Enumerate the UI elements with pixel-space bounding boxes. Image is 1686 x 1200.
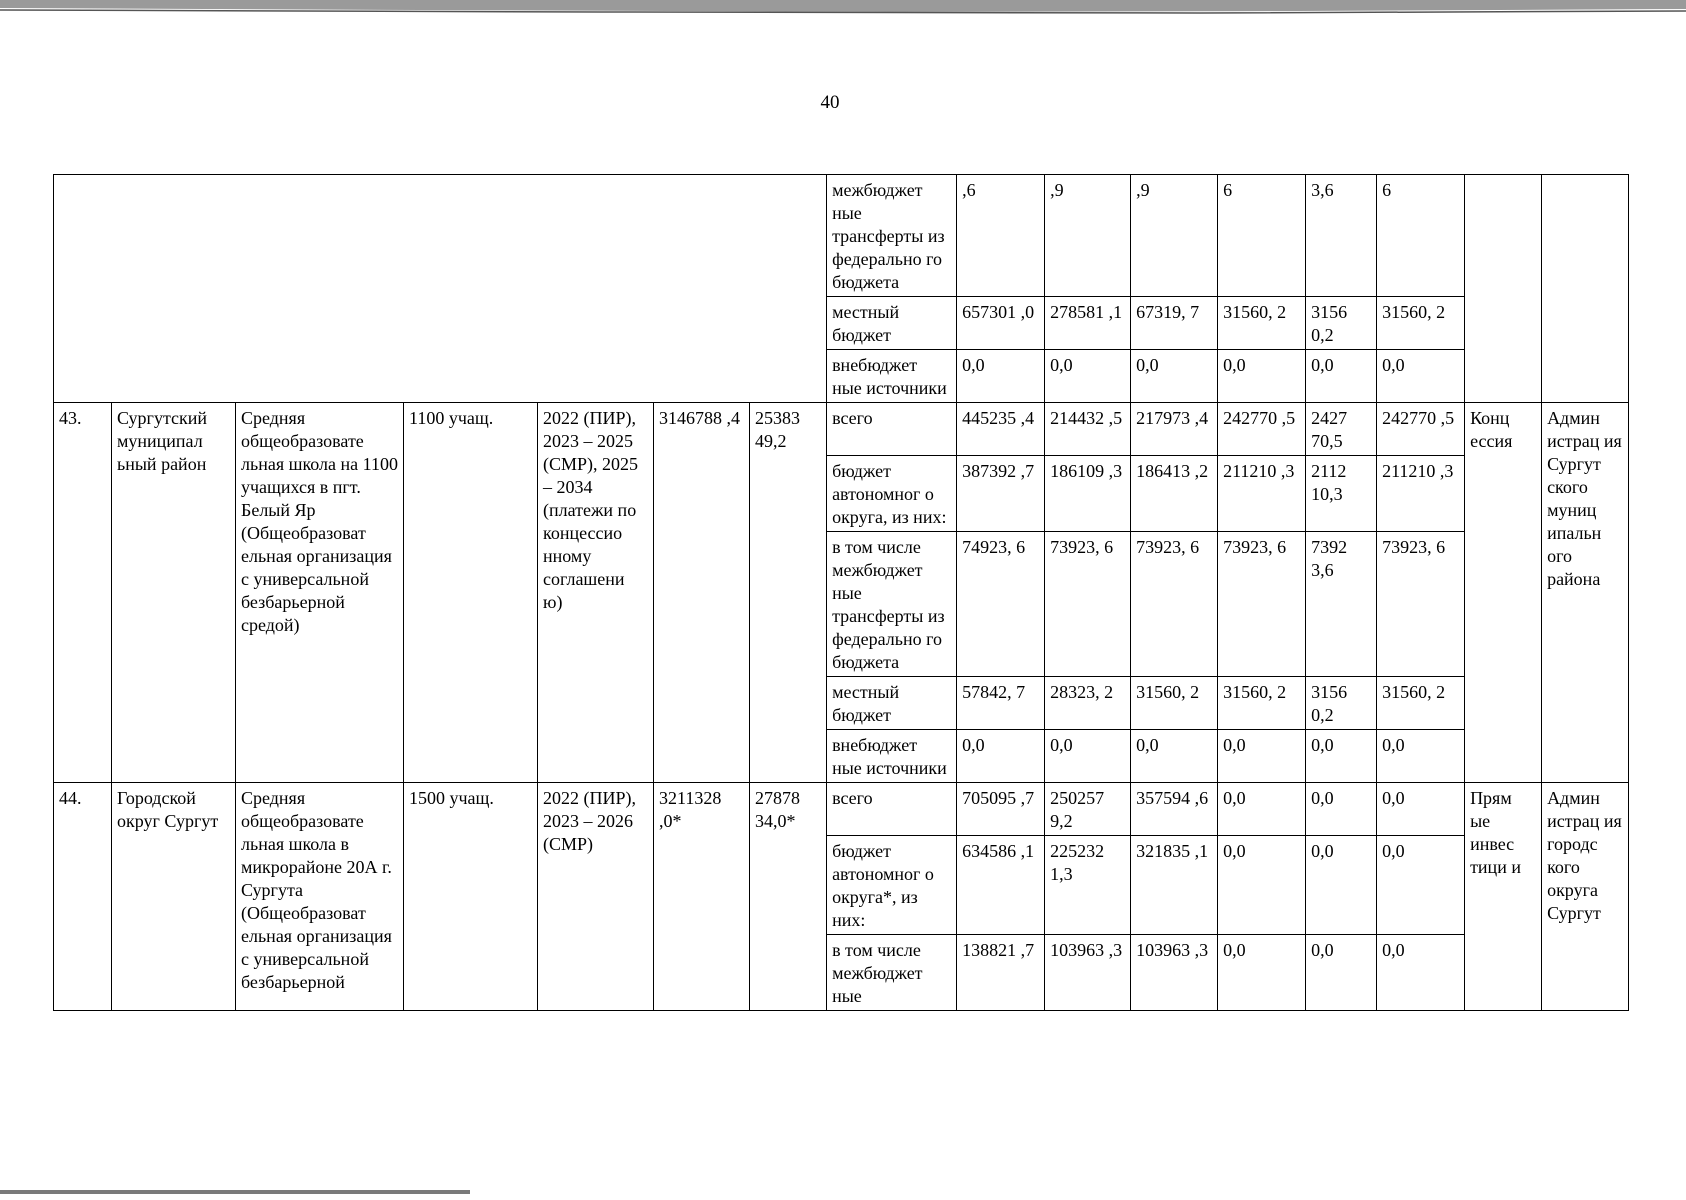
value-cell: 31560, 2 — [1377, 677, 1465, 730]
cost-total: 3211328 ,0* — [654, 783, 750, 1011]
object-name: Средняя общеобразовате льная школа в микрорайоне 20А г. Сургута (Общеобразоват ельная организация с универсальной безбарьерной — [236, 783, 404, 1011]
project-number: 43. — [54, 403, 112, 783]
responsible-cell-empty — [1542, 175, 1629, 403]
source-name: бюджет автономног о округа*, из них: — [827, 836, 957, 935]
value-cell: 445235 ,4 — [957, 403, 1045, 456]
mechanism-cell-empty — [1465, 175, 1542, 403]
value-cell: 0,0 — [1306, 350, 1377, 403]
source-name: в том числе межбюджет ные трансферты из федерально го бюджета — [827, 532, 957, 677]
project-number: 44. — [54, 783, 112, 1011]
value-cell: 0,0 — [1218, 730, 1306, 783]
source-name: всего — [827, 403, 957, 456]
empty-continuation-cell — [54, 175, 827, 403]
value-cell: 0,0 — [957, 350, 1045, 403]
source-name: внебюджет ные источники — [827, 350, 957, 403]
source-name: бюджет автономног о округа, из них: — [827, 456, 957, 532]
value-cell: 0,0 — [1377, 350, 1465, 403]
investment-projects-table — [53, 174, 1629, 1011]
value-cell: 0,0 — [1045, 350, 1131, 403]
responsible: Админ истрац ия городс кого округа Сургут — [1542, 783, 1629, 1011]
value-cell: 321835 ,1 — [1131, 836, 1218, 935]
value-cell: 31560, 2 — [1377, 297, 1465, 350]
value-cell: 73923, 6 — [1045, 532, 1131, 677]
value-cell: 0,0 — [1377, 836, 1465, 935]
responsible: Админ истрац ия Сургут ского муниц ипальн ого района — [1542, 403, 1629, 783]
source-name: местный бюджет — [827, 677, 957, 730]
period: 2022 (ПИР), 2023 – 2025 (СМР), 2025 – 2034 (платежи по концессио нному соглашени ю) — [538, 403, 654, 783]
value-cell: 3,6 — [1306, 175, 1377, 297]
scan-edge-bottom — [0, 1190, 470, 1194]
value-cell: 73923, 6 — [1218, 532, 1306, 677]
source-name: межбюджет ные трансферты из федерально го бюджета — [827, 175, 957, 297]
cost-total: 3146788 ,4 — [654, 403, 750, 783]
table-row — [54, 175, 1629, 297]
value-cell: 387392 ,7 — [957, 456, 1045, 532]
value-cell: 73923, 6 — [1377, 532, 1465, 677]
value-cell: 67319, 7 — [1131, 297, 1218, 350]
mechanism: Конц ессия — [1465, 403, 1542, 783]
scan-edge-top — [0, 0, 1686, 18]
value-cell: 211210 ,3 — [1218, 456, 1306, 532]
value-cell: 357594 ,6 — [1131, 783, 1218, 836]
value-cell: 0,0 — [1306, 836, 1377, 935]
cost-remaining: 25383 49,2 — [750, 403, 827, 783]
value-cell: 0,0 — [1218, 836, 1306, 935]
source-name: в том числе межбюджет ные — [827, 935, 957, 1011]
value-cell: 3156 0,2 — [1306, 677, 1377, 730]
value-cell: ,9 — [1045, 175, 1131, 297]
value-cell: 211210 ,3 — [1377, 456, 1465, 532]
value-cell: 0,0 — [1306, 730, 1377, 783]
value-cell: 57842, 7 — [957, 677, 1045, 730]
value-cell: 0,0 — [1377, 783, 1465, 836]
value-cell: 0,0 — [1306, 783, 1377, 836]
value-cell: 634586 ,1 — [957, 836, 1045, 935]
period: 2022 (ПИР), 2023 – 2026 (СМР) — [538, 783, 654, 1011]
value-cell: 7392 3,6 — [1306, 532, 1377, 677]
value-cell: 103963 ,3 — [1045, 935, 1131, 1011]
value-cell: 0,0 — [1218, 935, 1306, 1011]
value-cell: 2427 70,5 — [1306, 403, 1377, 456]
cost-remaining: 27878 34,0* — [750, 783, 827, 1011]
value-cell: 0,0 — [1377, 730, 1465, 783]
value-cell: 0,0 — [1131, 730, 1218, 783]
value-cell: 186109 ,3 — [1045, 456, 1131, 532]
value-cell: 217973 ,4 — [1131, 403, 1218, 456]
capacity: 1500 учащ. — [404, 783, 538, 1011]
mechanism: Прям ые инвес тици и — [1465, 783, 1542, 1011]
value-cell: 705095 ,7 — [957, 783, 1045, 836]
source-name: местный бюджет — [827, 297, 957, 350]
object-name: Средняя общеобразовате льная школа на 1100 учащихся в пгт. Белый Яр (Общеобразоват ельная организация с универсальной безбарьерной средой) — [236, 403, 404, 783]
value-cell: ,9 — [1131, 175, 1218, 297]
value-cell: 2112 10,3 — [1306, 456, 1377, 532]
value-cell: 278581 ,1 — [1045, 297, 1131, 350]
value-cell: 73923, 6 — [1131, 532, 1218, 677]
value-cell: 0,0 — [1045, 730, 1131, 783]
value-cell: 138821 ,7 — [957, 935, 1045, 1011]
value-cell: 250257 9,2 — [1045, 783, 1131, 836]
value-cell: 186413 ,2 — [1131, 456, 1218, 532]
source-name: всего — [827, 783, 957, 836]
value-cell: 6 — [1218, 175, 1306, 297]
value-cell: 31560, 2 — [1131, 677, 1218, 730]
value-cell: 242770 ,5 — [1218, 403, 1306, 456]
municipality: Сургутский муниципал ьный район — [112, 403, 236, 783]
value-cell: 31560, 2 — [1218, 297, 1306, 350]
value-cell: 225232 1,3 — [1045, 836, 1131, 935]
value-cell: 103963 ,3 — [1131, 935, 1218, 1011]
value-cell: 0,0 — [1377, 935, 1465, 1011]
page-number: 40 — [820, 92, 840, 113]
capacity: 1100 учащ. — [404, 403, 538, 783]
value-cell: 657301 ,0 — [957, 297, 1045, 350]
value-cell: 0,0 — [1131, 350, 1218, 403]
value-cell: 0,0 — [1306, 935, 1377, 1011]
value-cell: 74923, 6 — [957, 532, 1045, 677]
table-row — [54, 403, 1629, 456]
value-cell: 214432 ,5 — [1045, 403, 1131, 456]
source-name: внебюджет ные источники — [827, 730, 957, 783]
value-cell: 0,0 — [957, 730, 1045, 783]
value-cell: 0,0 — [1218, 783, 1306, 836]
value-cell: ,6 — [957, 175, 1045, 297]
value-cell: 28323, 2 — [1045, 677, 1131, 730]
value-cell: 6 — [1377, 175, 1465, 297]
value-cell: 0,0 — [1218, 350, 1306, 403]
municipality: Городской округ Сургут — [112, 783, 236, 1011]
value-cell: 31560, 2 — [1218, 677, 1306, 730]
value-cell: 242770 ,5 — [1377, 403, 1465, 456]
value-cell: 3156 0,2 — [1306, 297, 1377, 350]
table-row — [54, 783, 1629, 836]
